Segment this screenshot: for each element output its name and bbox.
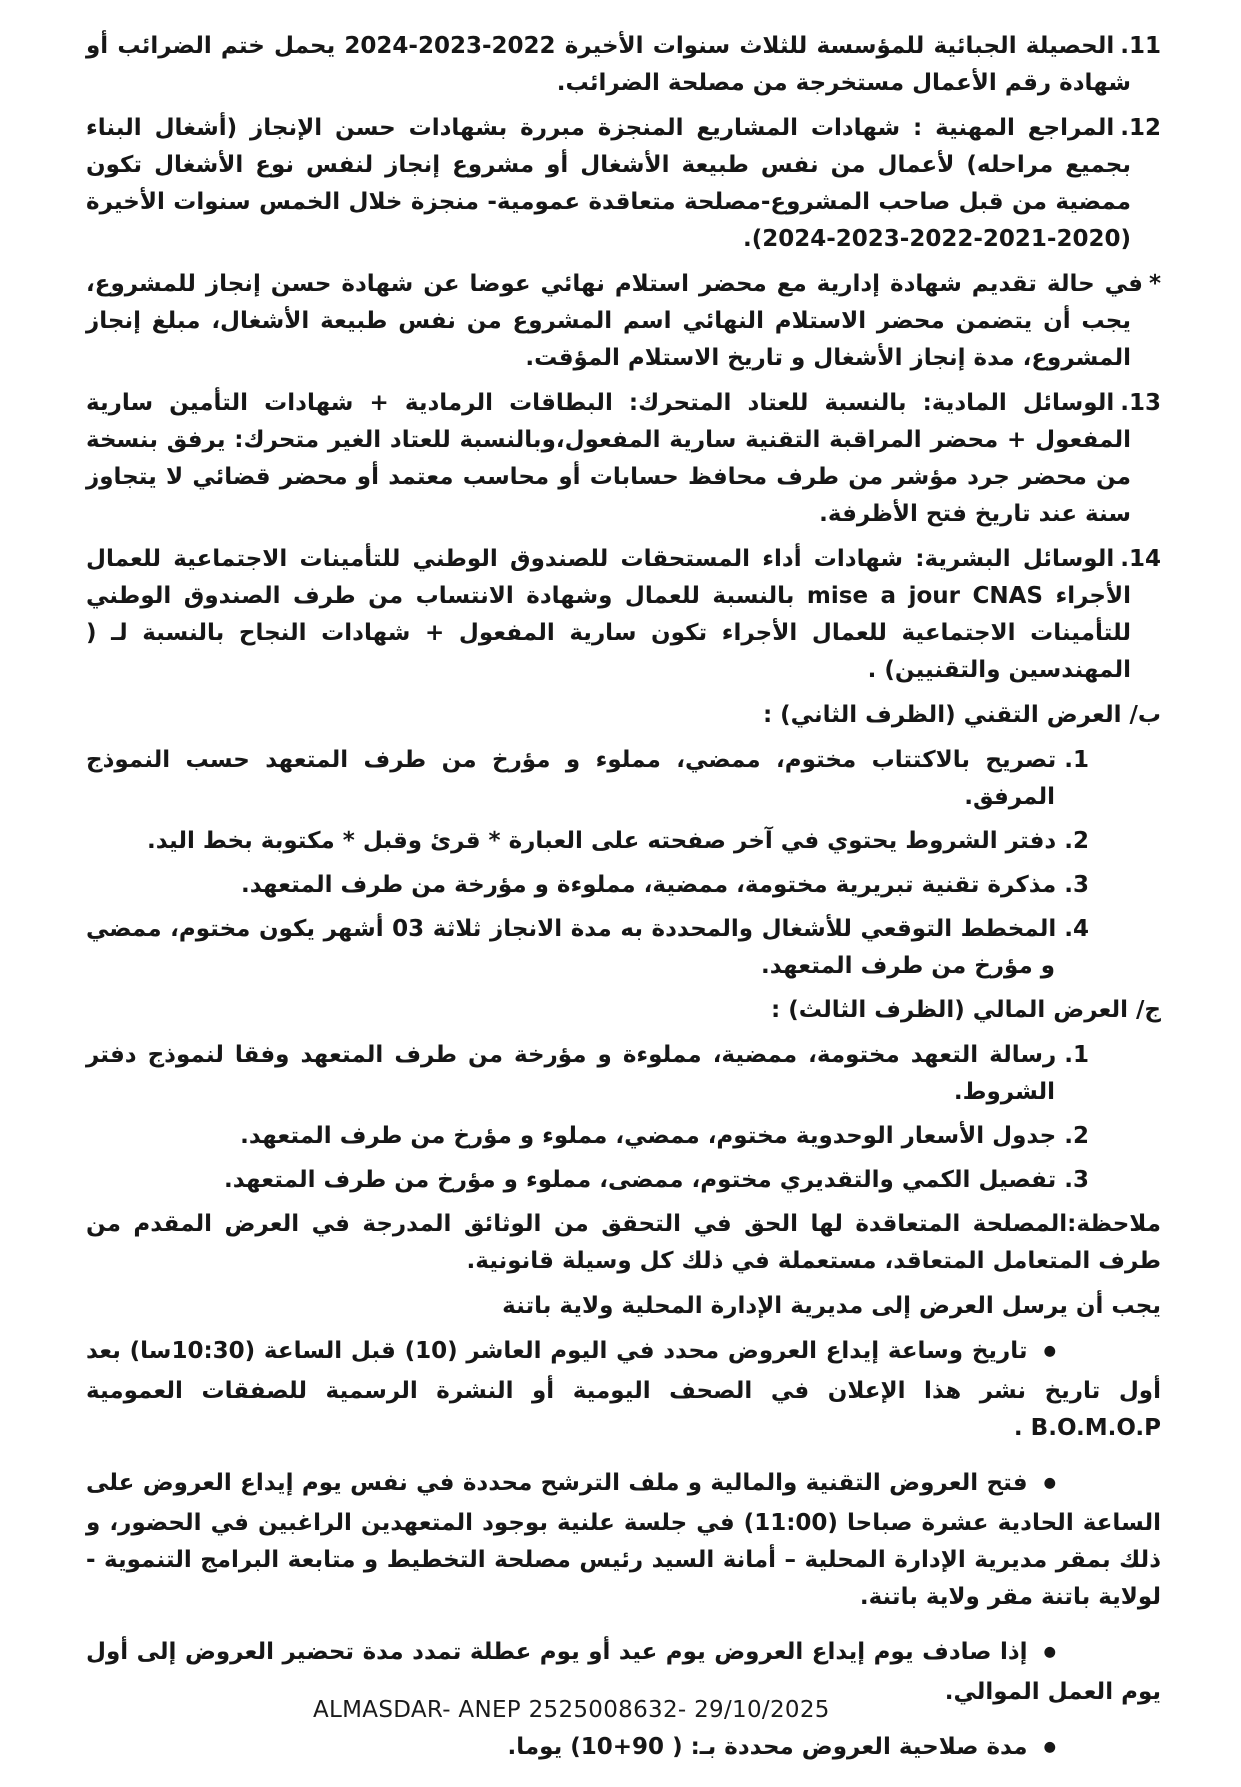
item-text: رسالة التعهد مختومة، ممضية، مملوءة و مؤرخة من طرف المتعهد وفقا لنموذج دفتر الشروط. [86,1042,1057,1105]
bullet-text: مدة صلاحية العروض محددة بـ: ( 90+10) يوما. [507,1734,1028,1760]
clause-text: المراجع المهنية : شهادات المشاريع المنجزة مبررة بشهادات حسن الإنجاز (أشغال البناء بجميع مراحله) لأعمال من نفس طبيعة الأشغال أو مشروع إنجاز لنفس نوع الأشغال تكون ممضية من قبل صاحب المشروع-مصلحة متعاقدة عمومية- منجزة خلال الخمس سنوات الأخيرة (2020-2021-2022-2023-2024). [86,115,1131,252]
item-text: مذكرة تقنية تبريرية مختومة، ممضية، مملوءة و مؤرخة من طرف المتعهد. [240,872,1057,898]
item-number: 4. [1064,916,1089,942]
clause-star-note [86,266,1161,377]
financial-offer-item [86,1162,1089,1199]
item-text: تفصيل الكمي والتقديري مختوم، ممضى، مملوء و مؤرخ من طرف المتعهد. [224,1167,1057,1193]
item-number: 2. [1064,828,1089,854]
clause-text: الوسائل البشرية: شهادات أداء المستحقات للصندوق الوطني للتأمينات الاجتماعية للعمال الأجراء mise a jour CNAS بالنسبة للعمال وشهادة الانتساب من طرف الصندوق الوطني للتأمينات الاجتماعية للعمال الأجراء تكون سارية المفعول + شهادات النجاح بالنسبة لـ ( المهندسين والتقنيين) . [86,546,1131,683]
item-text: المخطط التوقعي للأشغال والمحددة به مدة الانجاز ثلاثة 03 أشهر يكون مختوم، ممضي و مؤرخ من طرف المتعهد. [86,916,1057,979]
item-text: تصريح بالاكتتاب مختوم، ممضي، مملوء و مؤرخ من طرف المتعهد حسب النموذج المرفق. [86,747,1057,810]
technical-offer-item [86,742,1089,816]
footer-anep-line: ALMASDAR- ANEP 2525008632- 29/10/2025 [313,1697,830,1723]
bullet-text: فتح العروض التقنية والمالية و ملف الترشح محددة في نفس يوم إيداع العروض على الساعة الحادية عشرة صباحا (11:00) في جلسة علنية بوجود المتعهدين الراغبين في الحضور، و ذلك بمقر مديرية الإدارة المحلية – أمانة السيد رئيس مصلحة التخطيط و متابعة البرامج التنموية - لولاية باتنة مقر ولاية باتنة. [86,1470,1161,1610]
item-number: 1. [1064,747,1089,773]
item-text: دفتر الشروط يحتوي في آخر صفحته على العبارة * قرئ وقبل * مكتوبة بخط اليد. [146,828,1057,854]
clause-item-11 [86,28,1161,102]
deadline-bullet-deposit-date [86,1333,1161,1447]
technical-offer-list [86,742,1089,985]
technical-offer-item [86,823,1089,860]
clause-text: الحصيلة الجبائية للمؤسسة للثلاث سنوات الأخيرة 2022-2023-2024 يحمل ختم الضرائب أو شهادة رقم الأعمال مستخرجة من مصلحة الضرائب. [86,33,1131,96]
clause-number: 14. [1120,546,1161,572]
clause-item-14 [86,541,1161,689]
submission-destination-line: يجب أن يرسل العرض إلى مديرية الإدارة المحلية ولاية باتنة [502,1293,1161,1319]
clause-number: 11. [1120,33,1162,59]
deadline-bullet-validity-period [86,1729,1161,1769]
clause-text: في حالة تقديم شهادة إدارية مع محضر استلام نهائي عوضا عن شهادة حسن إنجاز للمشروع، يجب أن يتضمن محضر الاستلام النهائي اسم المشروع من نفس طبيعة الأشغال، مبلغ إنجاز المشروع، مدة إنجاز الأشغال و تاريخ الاستلام المؤقت. [86,271,1143,371]
clause-item-12 [86,110,1161,258]
item-number: 3. [1064,1167,1089,1193]
technical-offer-item [86,911,1089,985]
deadline-bullet-opening-session [86,1465,1161,1616]
item-text: جدول الأسعار الوحدوية مختوم، ممضي، مملوء و مؤرخ من طرف المتعهد. [240,1123,1057,1149]
bullet-icon: ● [1043,1475,1056,1491]
remark-note: ملاحظة:المصلحة المتعاقدة لها الحق في التحقق من الوثائق المدرجة في العرض المقدم من طرف المتعامل المتعاقد، مستعملة في ذلك كل وسيلة قانونية. [86,1211,1161,1274]
technical-offer-heading: ب/ العرض التقني (الظرف الثاني) : [762,702,1161,728]
financial-offer-list [86,1037,1089,1199]
tender-notice-page [86,28,1161,1787]
item-number: 1. [1064,1042,1089,1068]
financial-offer-item [86,1118,1089,1155]
clause-item-13 [86,385,1161,533]
bullet-text: إذا صادف يوم إيداع العروض يوم عيد أو يوم عطلة تمدد مدة تحضير العروض إلى أول يوم العمل الموالي. [86,1639,1161,1705]
clause-number: 12. [1120,115,1161,141]
technical-offer-item [86,867,1089,904]
bullet-icon: ● [1043,1739,1056,1755]
bullet-text: تاريخ وساعة إيداع العروض محدد في اليوم العاشر (10) قبل الساعة (10:30سا) بعد أول تاريخ نشر هذا الإعلان في الصحف اليومية أو النشرة الرسمية للصفقات العمومية B.O.M.O.P . [86,1338,1161,1441]
bullet-icon: ● [1043,1644,1056,1660]
star-marker: * [1148,271,1161,297]
bullet-icon: ● [1043,1343,1056,1359]
clause-text: الوسائل المادية: بالنسبة للعتاد المتحرك: البطاقات الرمادية + شهادات التأمين سارية المفعول + محضر المراقبة التقنية سارية المفعول،وبالنسبة للعتاد الغير متحرك: يرفق بنسخة من محضر جرد مؤشر من طرف محافظ حسابات أو محاسب معتمد أو محضر قضائي لا يتجاوز سنة عند تاريخ فتح الأظرفة. [86,390,1131,527]
clause-number: 13. [1120,390,1161,416]
financial-offer-item [86,1037,1089,1111]
item-number: 2. [1064,1123,1089,1149]
item-number: 3. [1064,872,1089,898]
financial-offer-heading: ج/ العرض المالي (الظرف الثالث) : [771,997,1161,1023]
